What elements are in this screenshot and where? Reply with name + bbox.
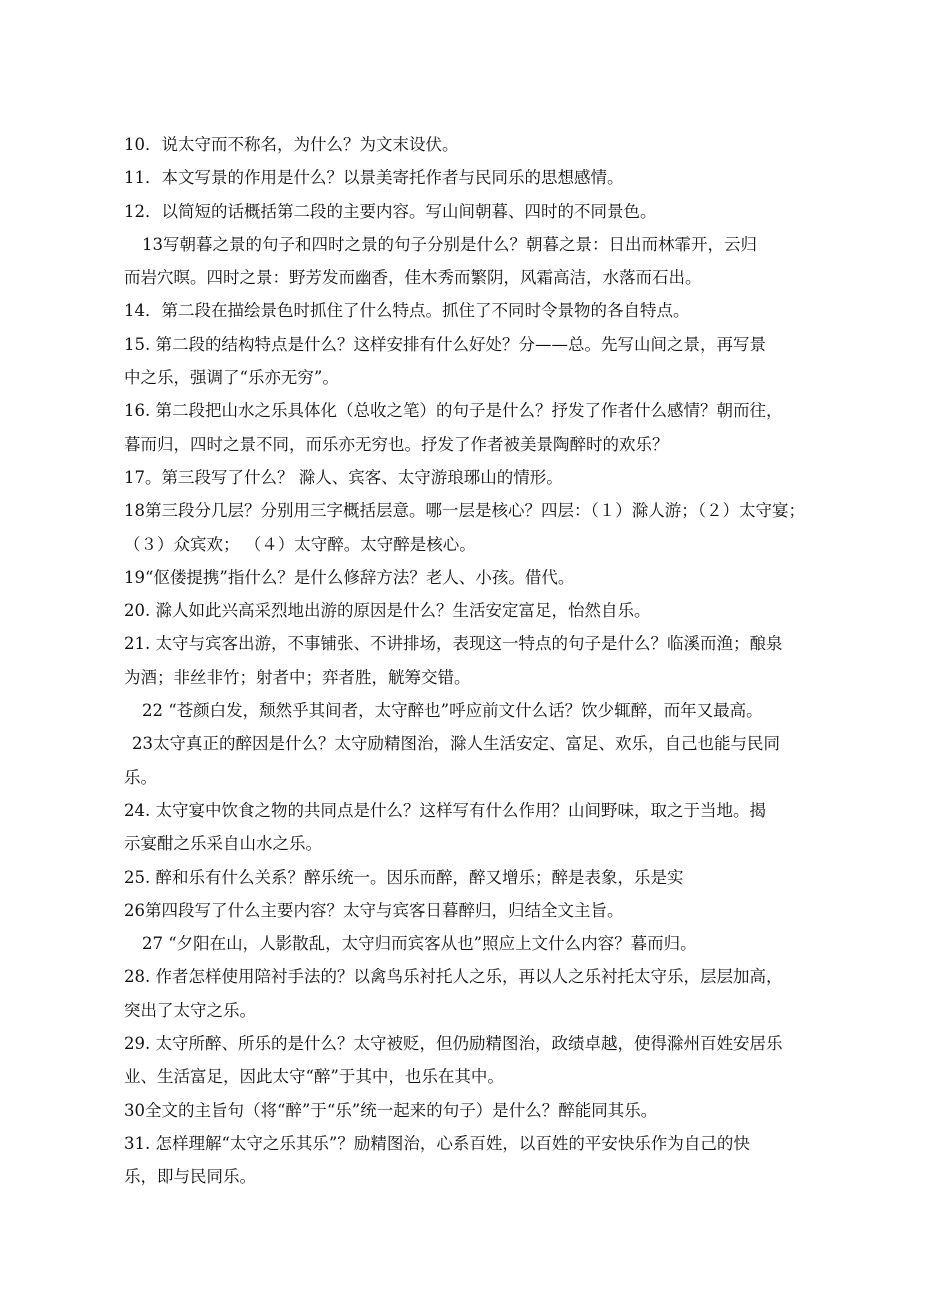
text-line: 11．本文写景的作用是什么？以景美寄托作者与民同乐的思想感情。 xyxy=(124,168,624,188)
text-line: 10．说太守而不称名，为什么？为文末设伏。 xyxy=(124,135,459,154)
text-line: 13写朝暮之景的句子和四时之景的句子分别是什么？朝暮之景：日出而林霏开，云归 xyxy=(142,234,757,254)
text-line: 18第三段分几层？分别用三字概括层意。哪一层是核心？四层：（１）滁人游；（２）太守宴； xyxy=(124,501,805,521)
text-line: 21. 太守与宾客出游，不事铺张、不讲排场，表现这一特点的句子是什么？临溪而渔；酿泉 xyxy=(124,634,783,654)
text-line: 示宴酣之乐采自山水之乐。 xyxy=(124,834,322,854)
text-line: 30全文的主旨句（将“醉”于“乐”统一起来的句子）是什么？醉能同其乐。 xyxy=(124,1100,658,1120)
document-body xyxy=(124,128,836,1194)
text-line: 14．第二段在描绘景色时抓住了什么特点。抓住了不同时令景物的各自特点。 xyxy=(124,301,690,321)
text-line: 17。第三段写了什么？ 滁人、宾客、太守游琅琊山的情形。 xyxy=(124,467,563,487)
text-line: 20. 滁人如此兴高采烈地出游的原因是什么？生活安定富足，怡然自乐。 xyxy=(124,601,651,621)
text-line: 22 “苍颜白发，颓然乎其间者，太守醉也”呼应前文什么话？饮少辄醉，而年又最高。 xyxy=(142,701,763,721)
text-line: 暮而归，四时之景不同，而乐亦无穷也。抒发了作者被美景陶醉时的欢乐？ xyxy=(124,434,669,454)
text-line: 突出了太守之乐。 xyxy=(124,1000,256,1020)
text-line: 乐。 xyxy=(124,767,157,787)
text-line: 25. 醉和乐有什么关系？醉乐统一。因乐而醉，醉又增乐；醉是表象，乐是实 xyxy=(124,867,684,887)
text-line: 29. 太守所醉、所乐的是什么？太守被贬，但仍励精图治，政绩卓越，使得滁州百姓安居乐 xyxy=(124,1034,783,1054)
text-line: 中之乐，强调了“乐亦无穷”。 xyxy=(124,368,339,388)
text-line: 28. 作者怎样使用陪衬手法的？以禽鸟乐衬托人之乐，再以人之乐衬托太守乐，层层加高， xyxy=(124,967,783,987)
text-line: 16. 第二段把山水之乐具体化（总收之笔）的句子是什么？抒发了作者什么感情？朝而往， xyxy=(124,401,783,421)
text-line: （３）众宾欢； （４）太守醉。太守醉是核心。 xyxy=(124,534,476,554)
text-line: 而岩穴暝。四时之景：野芳发而幽香，佳木秀而繁阴，风霜高洁，水落而石出。 xyxy=(124,268,702,288)
text-line: 31. 怎样理解“太守之乐其乐”？励精图治，心系百姓，以百姓的平安快乐作为自己的快 xyxy=(124,1133,750,1153)
text-line: 15. 第二段的结构特点是什么？这样安排有什么好处？分——总。先写山间之景，再写景 xyxy=(124,334,766,354)
text-line: 乐，即与民同乐。 xyxy=(124,1167,256,1187)
text-line: 19“伛偻提携”指什么？是什么修辞方法？老人、小孩。借代。 xyxy=(124,567,575,587)
text-line: 26第四段写了什么主要内容？太守与宾客日暮醉归，归结全文主旨。 xyxy=(124,900,624,920)
text-line: 27 “夕阳在山，人影散乱，太守归而宾客从也”照应上文什么内容？暮而归。 xyxy=(142,934,697,954)
text-line: 24. 太守宴中饮食之物的共同点是什么？这样写有什么作用？山间野味，取之于当地。揭 xyxy=(124,800,766,820)
text-line: 23太守真正的醉因是什么？太守励精图治，滁人生活安定、富足、欢乐，自己也能与民同 xyxy=(132,734,780,754)
text-line: 业、生活富足，因此太守“醉”于其中，也乐在其中。 xyxy=(124,1067,504,1087)
text-line: 为酒；非丝非竹；射者中；弈者胜，觥筹交错。 xyxy=(124,667,471,687)
text-line: 12．以简短的话概括第二段的主要内容。写山间朝暮、四时的不同景色。 xyxy=(124,201,657,221)
